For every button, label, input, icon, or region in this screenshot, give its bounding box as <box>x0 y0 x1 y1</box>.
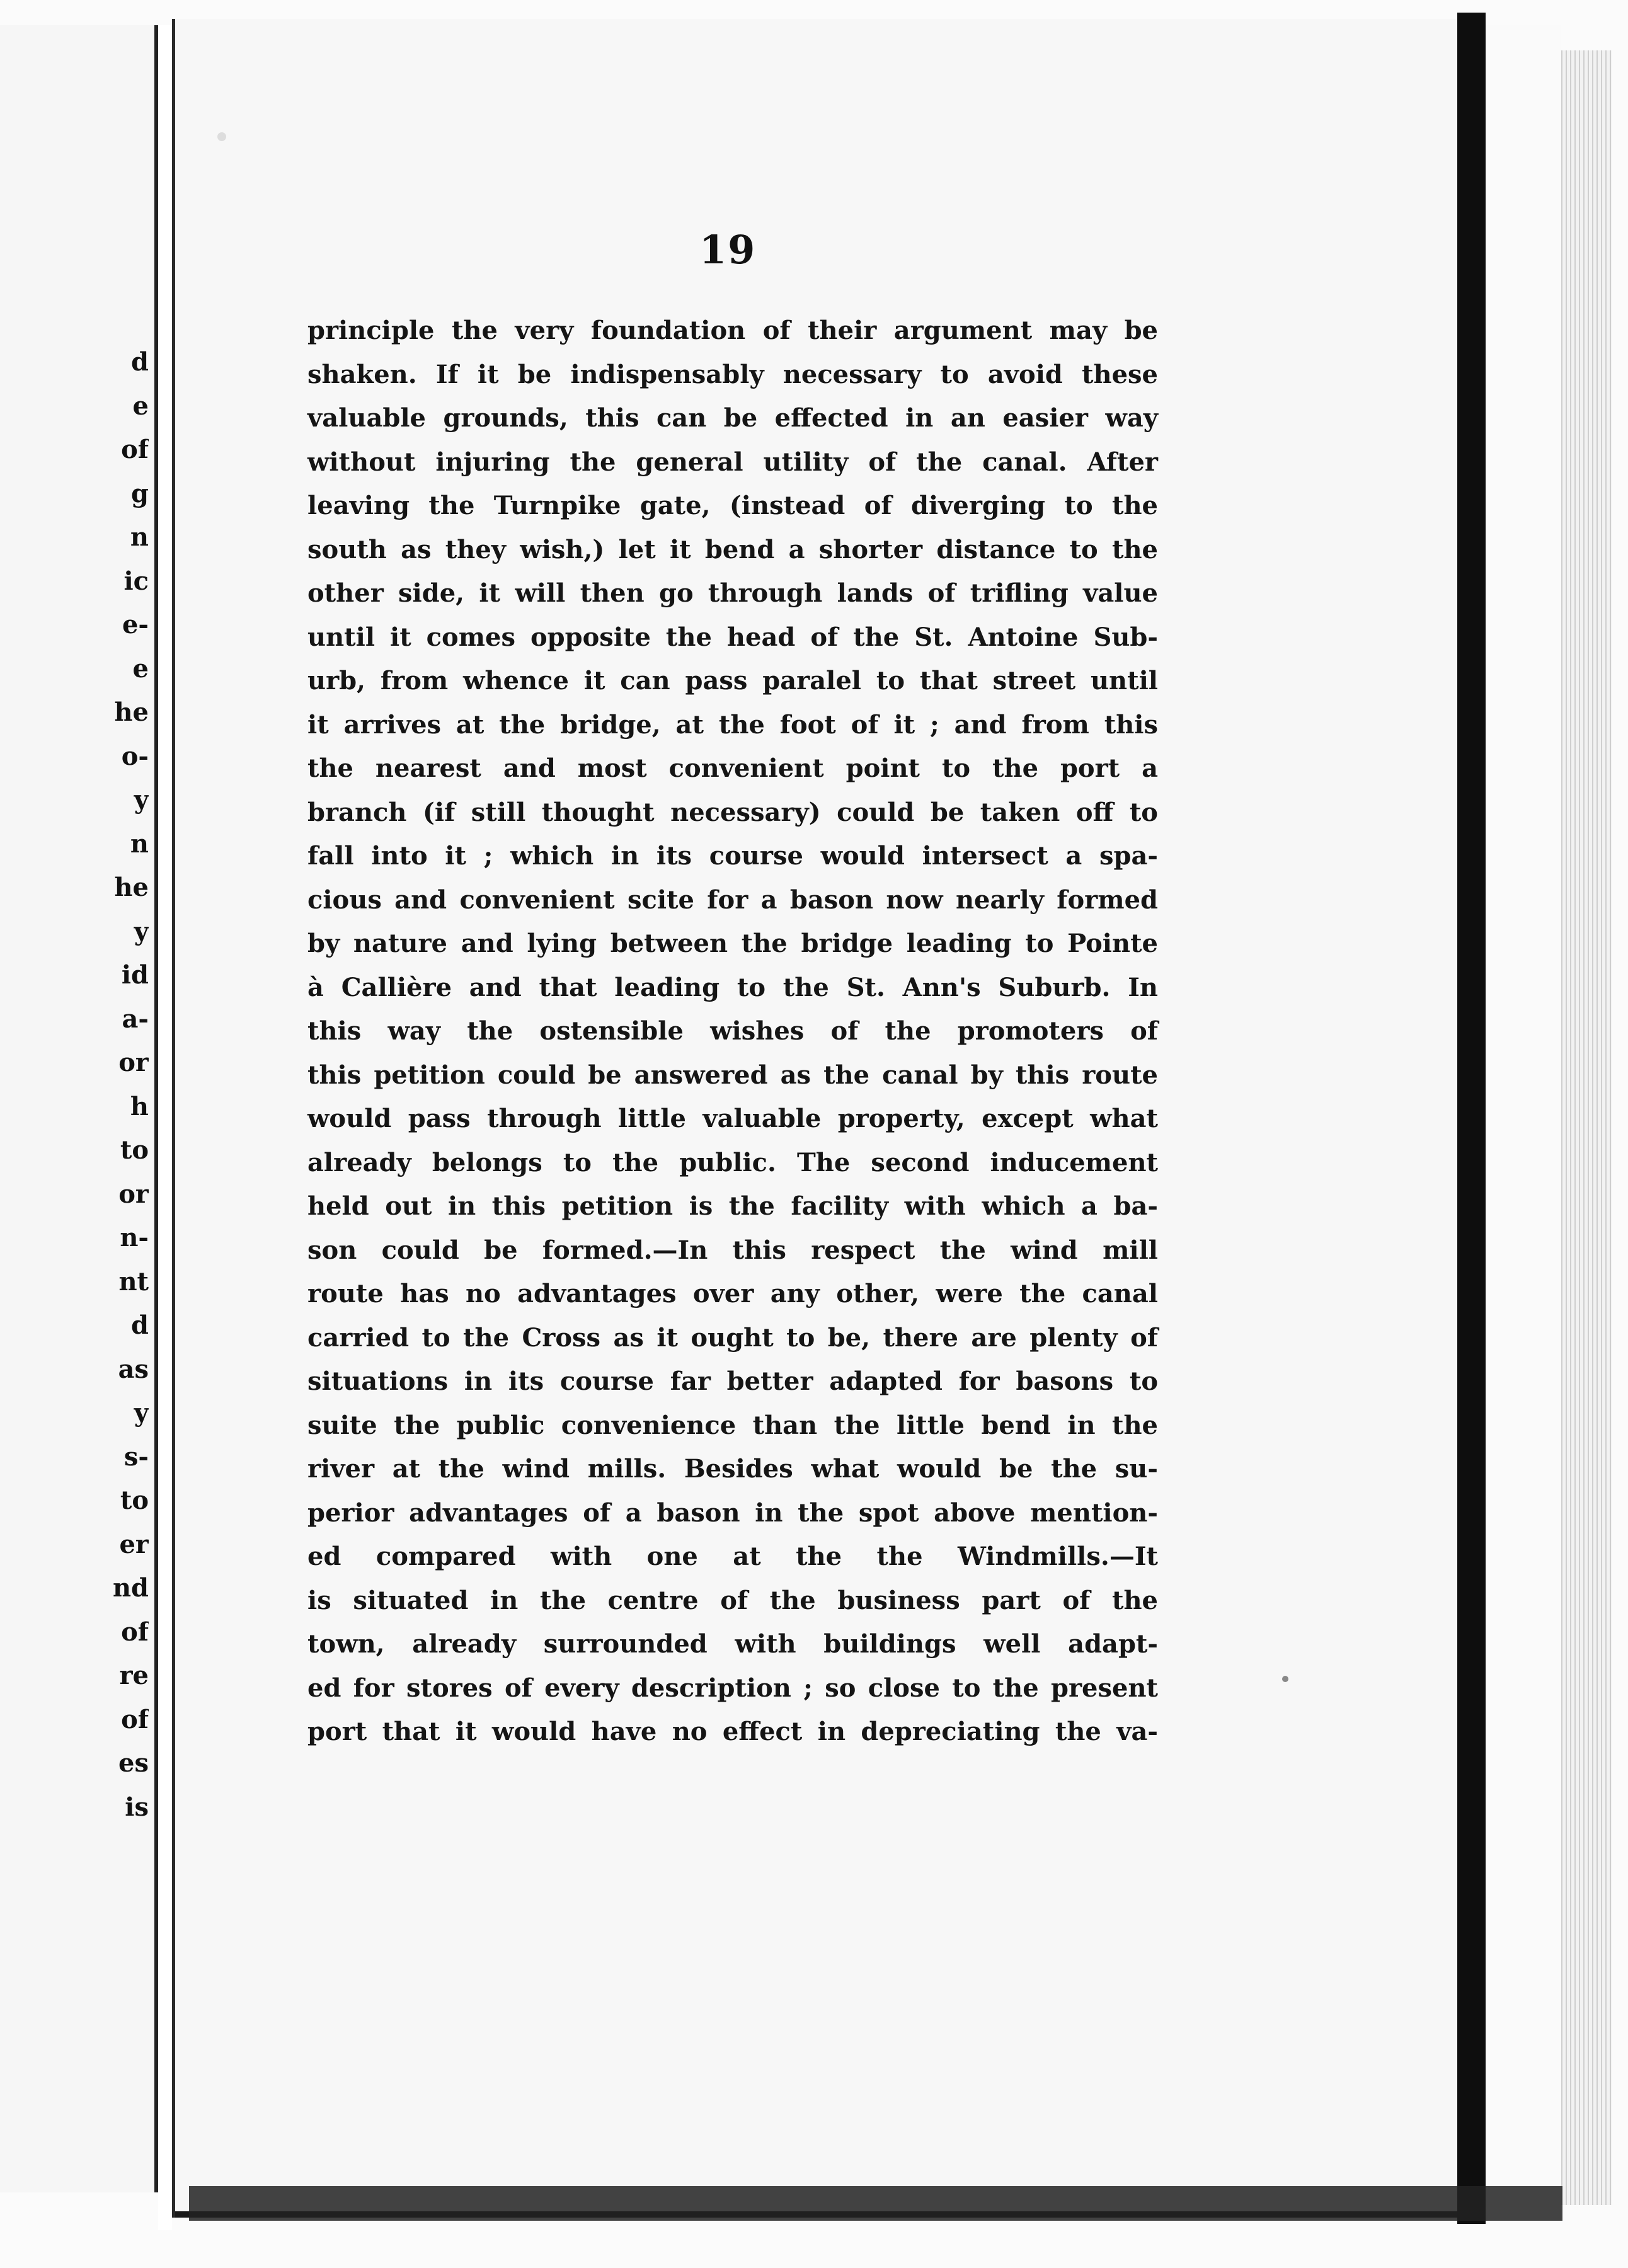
page-number: 19 <box>699 227 757 273</box>
facing-page-fragment: he <box>114 873 149 902</box>
facing-page-fragment: o- <box>121 741 149 771</box>
facing-page-fragment: or <box>118 1048 149 1077</box>
facing-page-fragment: y <box>134 1398 149 1428</box>
facing-page-fragment: nd <box>112 1573 149 1603</box>
facing-page-fragment: ic <box>123 566 149 596</box>
facing-page-fragment: to <box>120 1486 149 1515</box>
facing-page-fragment: h <box>130 1091 149 1121</box>
text-line: it arrives at the bridge, at the foot of it ; and from this <box>307 709 1158 740</box>
facing-page-fragment: e <box>132 653 149 684</box>
facing-page-fragment: of <box>121 1617 149 1647</box>
facing-page-fragment: d <box>131 1310 149 1340</box>
text-line: held out in this petition is the facility with which a ba- <box>307 1191 1158 1221</box>
next-page-strip <box>1486 25 1561 2218</box>
text-line: the nearest and most convenient point to the port a <box>307 753 1158 783</box>
text-line: à Callière and that leading to the St. Ann's Suburb. In <box>307 972 1158 1002</box>
text-line: son could be formed.—In this respect the wind mill <box>307 1235 1158 1265</box>
page-gutter <box>158 25 172 2230</box>
ink-speck <box>1282 1676 1288 1682</box>
text-line: ed compared with one at the the Windmills.—It <box>307 1542 1158 1571</box>
facing-page-fragment: is <box>125 1792 149 1822</box>
text-line: leaving the Turnpike gate, (instead of diverging to the <box>307 491 1158 520</box>
text-line: town, already surrounded with buildings well adapt- <box>307 1629 1158 1659</box>
text-line: without injuring the general utility of the canal. After <box>307 447 1158 477</box>
text-line: shaken. If it be indispensably necessary to avoid these <box>307 359 1158 389</box>
facing-page-fragment: er <box>119 1529 149 1559</box>
text-line: already belongs to the public. The second inducement <box>307 1147 1158 1177</box>
facing-page-fragment: es <box>118 1748 149 1778</box>
facing-page-fragment: re <box>119 1661 149 1690</box>
text-line: river at the wind mills. Besides what would be the su- <box>307 1454 1158 1484</box>
facing-page-fragment: n- <box>120 1223 149 1252</box>
text-line: port that it would have no effect in depreciating the va- <box>307 1717 1158 1746</box>
text-line: fall into it ; which in its course would intersect a spa- <box>307 841 1158 871</box>
facing-page-fragment: of <box>121 1704 149 1734</box>
facing-page-fragment: d <box>131 347 149 377</box>
facing-page-fragment: y <box>134 785 149 815</box>
text-line: ed for stores of every description ; so close to the present <box>307 1673 1158 1703</box>
book-edge-shadow <box>1457 13 1486 2224</box>
facing-page-fragment: e- <box>122 610 149 639</box>
facing-page-fragment: or <box>118 1179 149 1209</box>
facing-page-text-fragments <box>0 340 151 1829</box>
text-line: branch (if still thought necessary) could be taken off to <box>307 797 1158 827</box>
facing-page-fragment: a- <box>122 1004 149 1034</box>
facing-page-fragment: nt <box>118 1266 149 1297</box>
text-line: perior advantages of a bason in the spot above mention- <box>307 1498 1158 1528</box>
paper-speck <box>217 132 226 141</box>
facing-page-fragment: g <box>131 478 149 508</box>
facing-page-fragment: id <box>121 960 149 990</box>
text-line: until it comes opposite the head of the St. Antoine Sub- <box>307 622 1158 652</box>
facing-page-fragment: as <box>118 1354 149 1384</box>
text-line: by nature and lying between the bridge leading to Pointe <box>307 929 1158 958</box>
text-line: urb, from whence it can pass paralel to that street until <box>307 666 1158 696</box>
facing-page-fragment: e <box>132 391 149 421</box>
text-line: principle the very foundation of their argument may be <box>307 316 1158 345</box>
page-leaves-edge <box>1561 50 1612 2205</box>
text-line: suite the public convenience than the little bend in the <box>307 1410 1158 1440</box>
facing-page-fragment: n <box>130 522 149 552</box>
facing-page-fragment: he <box>114 697 149 727</box>
facing-page-fragment: n <box>130 828 149 859</box>
bottom-edge-shadow <box>189 2186 1562 2221</box>
text-line: this petition could be answered as the canal by this route <box>307 1060 1158 1090</box>
facing-page-fragment: y <box>134 916 149 946</box>
facing-page-fragment: of <box>121 435 149 464</box>
facing-page-fragment: s- <box>123 1441 149 1472</box>
body-text <box>307 309 1158 1754</box>
text-line: valuable grounds, this can be effected in an easier way <box>307 403 1158 433</box>
facing-page-fragment: to <box>120 1135 149 1165</box>
text-line: other side, it will then go through lands of trifling value <box>307 578 1158 608</box>
text-line: this way the ostensible wishes of the promoters of <box>307 1016 1158 1046</box>
text-line: situations in its course far better adapted for basons to <box>307 1366 1158 1396</box>
text-line: is situated in the centre of the business part of the <box>307 1585 1158 1615</box>
text-line: cious and convenient scite for a bason now nearly formed <box>307 885 1158 915</box>
text-line: south as they wish,) let it bend a shorter distance to the <box>307 534 1158 564</box>
facing-page <box>0 25 158 2192</box>
text-line: would pass through little valuable property, except what <box>307 1104 1158 1133</box>
text-line: carried to the Cross as it ought to be, there are plenty of <box>307 1322 1158 1353</box>
text-line: route has no advantages over any other, were the canal <box>307 1279 1158 1309</box>
